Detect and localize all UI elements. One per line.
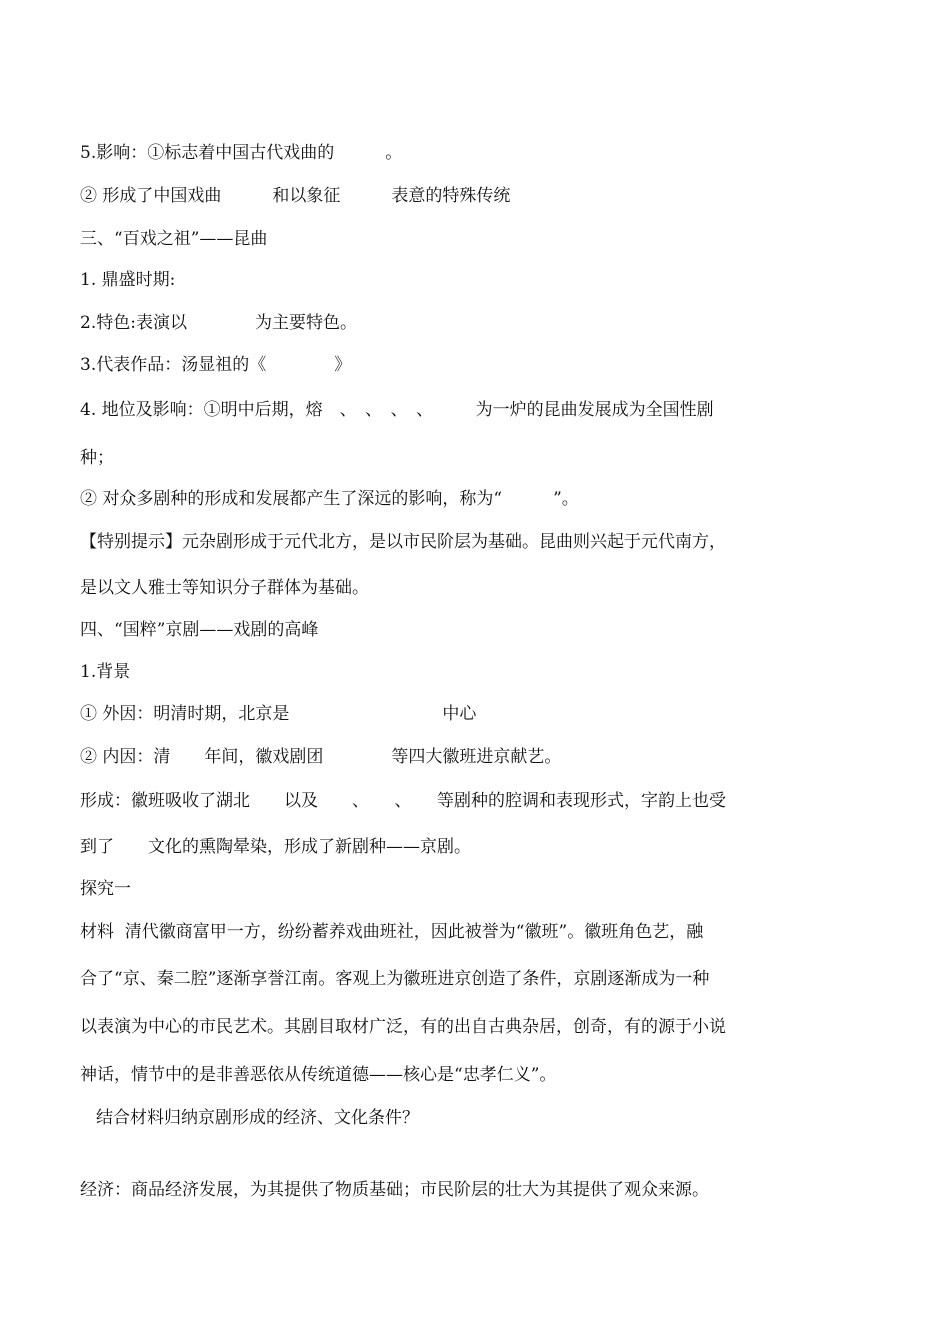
text-line: 1. 鼎盛时期: [80, 270, 176, 290]
section-heading: 三、“百戏之祖”——昆曲 [80, 229, 268, 249]
material-paragraph: 神话，情节中的是非善恶依从传统道德——核心是“忠孝仁义”。 [80, 1065, 557, 1085]
material-paragraph: 材料 清代徽商富甲一方，纷纷蓄养戏曲班社，因此被誉为“徽班”。徽班角色艺，融 [80, 922, 704, 942]
text-line: 到了 文化的熏陶晕染，形成了新剧种——京剧。 [80, 837, 471, 857]
text-line: 3.代表作品：汤显祖的《 》 [80, 355, 352, 375]
special-tip: 【特别提示】元杂剧形成于元代北方，是以市民阶层为基础。昆曲则兴起于元代南方， [80, 532, 726, 552]
answer: 经济：商品经济发展，为其提供了物质基础；市民阶层的壮大为其提供了观众来源。 [80, 1180, 709, 1200]
text-line: 5.影响：①标志着中国古代戏曲的 。 [80, 143, 403, 163]
text-line: ① 外因：明清时期，北京是 中心 [80, 704, 477, 724]
text-line: ② 内因：清 年间，徽戏剧团 等四大徽班进京献艺。 [80, 747, 562, 767]
material-paragraph: 合了“京、秦二腔”逐渐享誉江南。客观上为徽班进京创造了条件，京剧逐渐成为一种 [80, 969, 710, 989]
text-line: 种； [80, 448, 114, 468]
text-line: 是以文人雅士等知识分子群体为基础。 [80, 578, 369, 598]
text-line: 形成：徽班吸收了湖北 以及 、 、 等剧种的腔调和表现形式，字韵上也受 [80, 791, 726, 811]
text-line: ② 形成了中国戏曲 和以象征 表意的特殊传统 [80, 186, 511, 206]
text-line: ② 对众多剧种的形成和发展都产生了深远的影响，称为“ ”。 [80, 489, 579, 509]
section-heading: 四、“国粹”京剧——戏剧的高峰 [80, 620, 319, 640]
material-paragraph: 以表演为中心的市民艺术。其剧目取材广泛，有的出自古典杂居，创奇，有的源于小说 [80, 1017, 726, 1037]
subheading: 探究一 [80, 879, 131, 899]
text-line: 4. 地位及影响：①明中后期，熔 、 、 、 、 为一炉的昆曲发展成为全国性剧 [80, 400, 714, 420]
question: 结合材料归纳京剧形成的经济、文化条件？ [96, 1108, 419, 1128]
text-line: 1.背景 [80, 662, 131, 682]
text-line: 2.特色:表演以 为主要特色。 [80, 313, 357, 333]
